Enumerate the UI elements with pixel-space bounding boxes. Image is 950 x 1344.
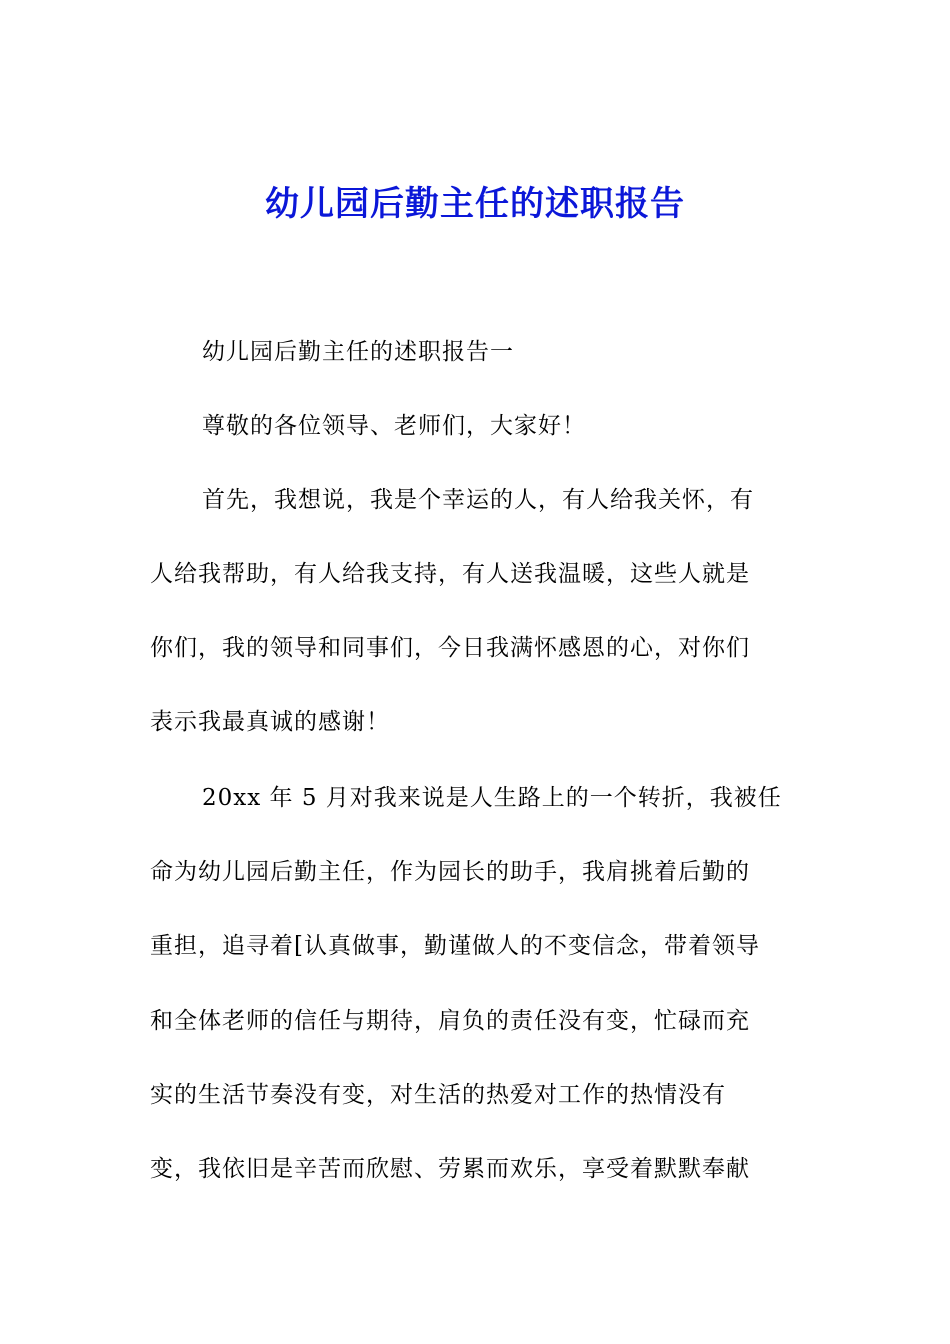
paragraph-line: 实的生活节奏没有变，对生活的热爱对工作的热情没有 bbox=[150, 1082, 726, 1108]
subtitle-line: 幼儿园后勤主任的述职报告一 bbox=[202, 339, 514, 365]
paragraph-line: 首先，我想说，我是个幸运的人，有人给我关怀，有 bbox=[202, 487, 754, 513]
paragraph-line: 表示我最真诚的感谢！ bbox=[150, 709, 390, 735]
paragraph-line: 和全体老师的信任与期待，肩负的责任没有变，忙碌而充 bbox=[150, 1008, 750, 1034]
paragraph-line: 重担，追寻着[认真做事，勤谨做人的不变信念，带着领导 bbox=[150, 933, 760, 959]
paragraph-line: 20xx 年 5 月对我来说是人生路上的一个转折，我被任 bbox=[202, 785, 782, 811]
document-title: 幼儿园后勤主任的述职报告 bbox=[265, 184, 685, 224]
paragraph-line: 命为幼儿园后勤主任，作为园长的助手，我肩挑着后勤的 bbox=[150, 859, 750, 885]
paragraph-line: 变，我依旧是辛苦而欣慰、劳累而欢乐，享受着默默奉献 bbox=[150, 1156, 750, 1182]
paragraph-line: 你们，我的领导和同事们，今日我满怀感恩的心，对你们 bbox=[150, 635, 750, 661]
greeting-line: 尊敬的各位领导、老师们，大家好！ bbox=[202, 413, 586, 439]
paragraph-line: 人给我帮助，有人给我支持，有人送我温暖，这些人就是 bbox=[150, 561, 750, 587]
